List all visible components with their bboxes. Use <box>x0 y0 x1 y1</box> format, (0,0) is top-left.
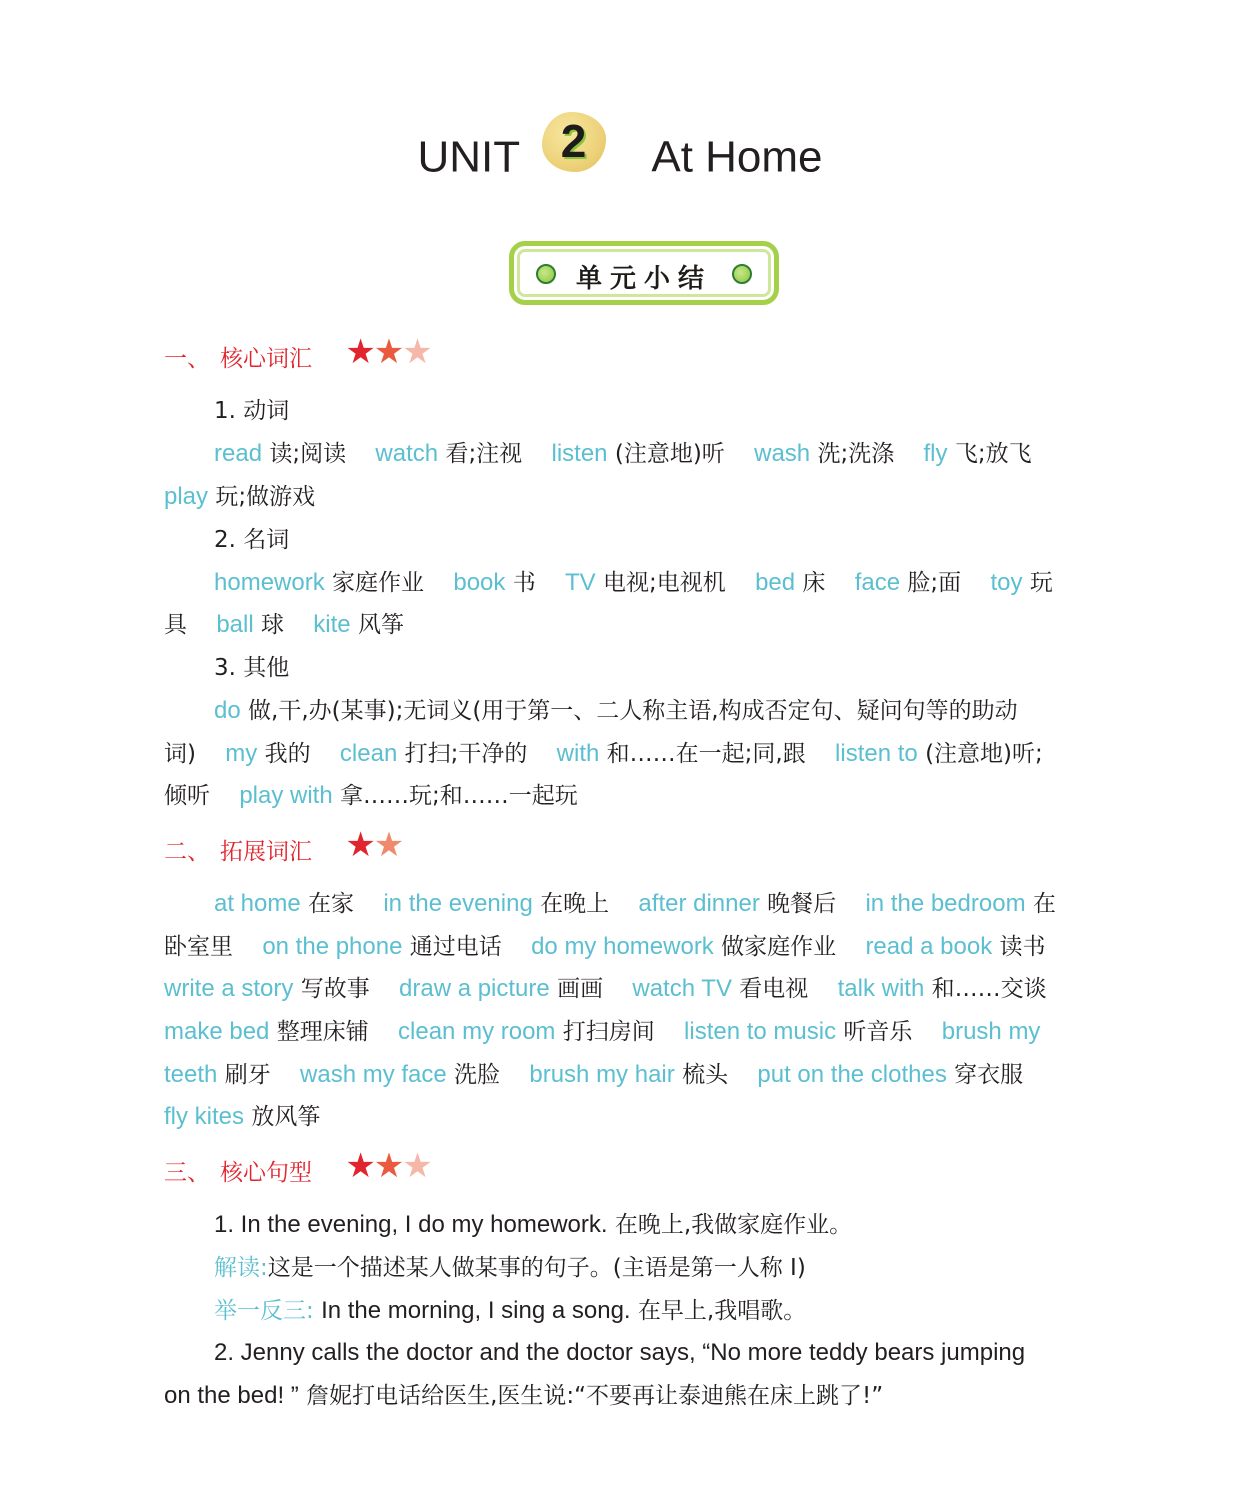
sentence-explanation: 解读:这是一个描述某人做某事的句子。(主语是第一人称 I) <box>214 1255 806 1281</box>
section-heading-core-sentences: 三、 核心句型 ★★★ <box>164 1146 433 1186</box>
vocab-line: 倾听 play with 拿……玩;和……一起玩 <box>164 782 578 809</box>
sentence-1: 1. In the evening, I do my homework. 在晚上,我做家庭作业。 <box>214 1211 853 1238</box>
vocab-line: at home 在家 in the evening 在晚上 after dinner 晚餐后 in the bedroom 在 <box>214 890 1056 917</box>
unit-summary-badge <box>509 241 779 305</box>
vocab-line: fly kites 放风筝 <box>164 1103 321 1130</box>
star-icon: ★ <box>373 332 405 372</box>
badge-label: 单元小结 <box>575 264 712 294</box>
vocab-line: 卧室里 on the phone 通过电话 do my homework 做家庭作业 read a book 读书 <box>164 933 1046 960</box>
vocab-line: write a story 写故事 draw a picture 画画 watch TV 看电视 talk with 和……交谈 <box>164 975 1047 1002</box>
unit-label: UNIT <box>417 132 520 182</box>
star-icon: ★ <box>345 1146 376 1186</box>
rating-stars <box>345 825 405 865</box>
unit-title <box>0 115 1240 190</box>
sentence-2-continued: on the bed! ” 詹妮打电话给医生,医生说:“不要再让泰迪熊在床上跳了!” <box>164 1382 884 1409</box>
vocab-line: homework 家庭作业 book 书 TV 电视;电视机 bed 床 face 脸;面 toy 玩 <box>214 569 1053 596</box>
star-icon: ★ <box>345 825 376 865</box>
section-heading-core-vocab: 一、 核心词汇 ★★★ <box>164 332 433 372</box>
unit-number-badge: 2 <box>542 112 606 172</box>
vocab-line: make bed 整理床铺 clean my room 打扫房间 listen to music 听音乐 brush my <box>164 1018 1041 1045</box>
star-icon: ★ <box>373 1146 405 1186</box>
star-half-icon: ★ <box>402 332 433 372</box>
other-label: 3. 其他 <box>214 655 290 681</box>
vocab-line: do 做,干,办(某事);无词义(用于第一、二人称主语,构成否定句、疑问句等的助动 <box>214 697 1018 724</box>
vocab-line: 具 ball 球 kite 风筝 <box>164 611 404 638</box>
sentence-example: 举一反三: In the morning, I sing a song. 在早上,我唱歌。 <box>214 1297 807 1324</box>
vocab-line: teeth 刷牙 wash my face 洗脸 brush my hair 梳头 put on the clothes 穿衣服 <box>164 1061 1024 1088</box>
rating-stars <box>345 332 433 372</box>
rating-stars <box>345 1146 433 1186</box>
vocab-line: read 读;阅读 watch 看;注视 listen (注意地)听 wash 洗;洗涤 fly 飞;放飞 <box>214 440 1032 467</box>
sentence-2: 2. Jenny calls the doctor and the doctor says, “No more teddy bears jumping <box>214 1339 1026 1366</box>
star-half-icon: ★ <box>373 825 405 865</box>
star-half-icon: ★ <box>402 1146 433 1186</box>
section-heading-extended-vocab: 二、 拓展词汇 ★★ <box>164 825 405 865</box>
star-icon: ★ <box>345 332 376 372</box>
green-dot-icon <box>732 264 752 284</box>
verbs-label: 1. 动词 <box>214 398 290 424</box>
vocab-line: play 玩;做游戏 <box>164 483 316 510</box>
vocab-line: 词) my 我的 clean 打扫;干净的 with 和……在一起;同,跟 listen to (注意地)听; <box>164 740 1043 767</box>
nouns-label: 2. 名词 <box>214 527 290 553</box>
unit-name: At Home <box>651 132 823 182</box>
